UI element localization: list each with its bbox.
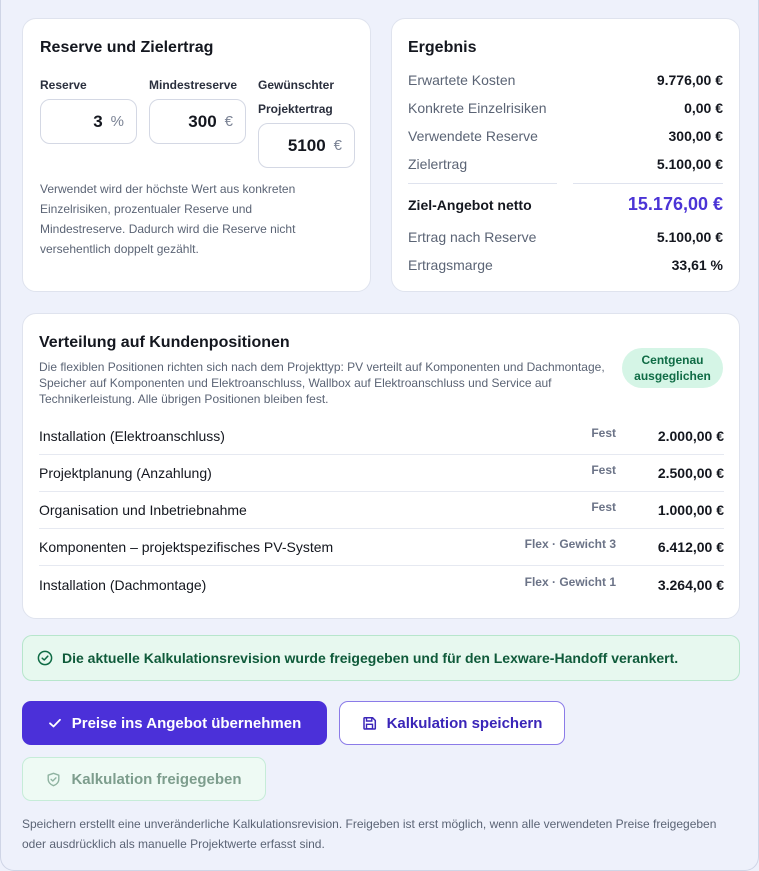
- save-icon: [362, 716, 387, 731]
- result-row-label: Konkrete Einzelrisiken: [408, 100, 547, 116]
- target-label-line1: Gewünschter: [258, 78, 335, 92]
- position-row: [39, 418, 724, 455]
- reserve-input[interactable]: [40, 99, 137, 144]
- min-reserve-value: 300: [188, 111, 217, 131]
- apply-prices-button[interactable]: [22, 701, 327, 745]
- result-row: [408, 72, 723, 88]
- result-row-value: 5.100,00 €: [656, 156, 723, 172]
- target-yield-value: 5100: [287, 135, 326, 155]
- reserve-value: 3: [93, 111, 103, 131]
- position-tag: Fest: [591, 463, 616, 477]
- net-offer-value: 15.176,00 €: [627, 194, 723, 214]
- reserve-card-title: Reserve und Zielertrag: [40, 39, 214, 56]
- result-row-label: Ertragsmarge: [408, 257, 493, 273]
- save-calculation-button[interactable]: [339, 701, 565, 745]
- shield-check-icon: [46, 772, 71, 787]
- distribution-description: Die flexiblen Positionen richten sich nach dem Projekttyp: PV verteilt auf Komponenten und Dachmontage, Speicher auf Komponenten und Elektroanschluss, Wallbox auf Elektroanschluss und Service auf Technikerleistung. Alle übrigen Positionen bleiben fest.: [39, 360, 605, 406]
- balanced-badge: Centgenau ausgeglichen: [622, 348, 723, 388]
- divider: [408, 183, 557, 184]
- min-reserve-input[interactable]: [149, 99, 246, 144]
- position-name: Installation (Dachmontage): [39, 576, 207, 593]
- min-reserve-unit: €: [224, 113, 233, 130]
- footer-note: Speichern erstellt eine unveränderliche Kalkulationsrevision. Freigeben ist erst möglich, wenn alle verwendeten Preise freigegeben oder ausdrücklich als manuelle Projektwerte erfasst sind.: [22, 817, 717, 851]
- result-card: [391, 18, 740, 292]
- net-offer-row: [408, 194, 723, 215]
- result-row: [408, 229, 723, 245]
- position-amount: 2.500,00 €: [657, 465, 724, 481]
- result-row-value: 9.776,00 €: [656, 72, 723, 88]
- distribution-card: [22, 313, 740, 619]
- position-tag: Flex · Gewicht 3: [524, 537, 616, 551]
- target-label-line2: Projektertrag: [258, 102, 333, 116]
- result-card-title: Ergebnis: [408, 39, 477, 56]
- position-name: Installation (Elektroanschluss): [39, 428, 225, 444]
- release-status-banner: [22, 635, 740, 681]
- min-reserve-label: Mindestreserve: [149, 78, 238, 92]
- position-row: [39, 529, 724, 566]
- reserve-label: Reserve: [40, 78, 87, 92]
- position-tag: Fest: [591, 500, 616, 514]
- position-row: [39, 492, 724, 529]
- position-amount: 1.000,00 €: [657, 502, 724, 518]
- result-row-label: Erwartete Kosten: [408, 72, 516, 88]
- target-yield-unit: €: [333, 137, 342, 154]
- result-row: [408, 257, 723, 273]
- result-row-value: 300,00 €: [668, 128, 723, 144]
- result-row-label: Zielertrag: [408, 156, 468, 172]
- check-icon: [48, 716, 72, 730]
- release-status-message: Die aktuelle Kalkulationsrevision wurde freigegeben und für den Lexware-Handoff verankert.: [62, 650, 679, 666]
- position-amount: 6.412,00 €: [657, 539, 724, 555]
- reserve-help-text: Verwendet wird der höchste Wert aus konkreten Einzelrisiken, prozentualer Reserve und Mindestreserve. Dadurch wird die Reserve nicht versehentlich doppelt gezählt.: [40, 182, 296, 256]
- position-amount: 3.264,00 €: [657, 576, 724, 593]
- position-row: [39, 455, 724, 492]
- position-tag: Fest: [591, 426, 616, 440]
- release-calculation-button[interactable]: [22, 757, 266, 801]
- check-circle-icon: [37, 650, 53, 666]
- result-row-value: 5.100,00 €: [656, 229, 723, 245]
- reserve-card: [22, 18, 371, 292]
- release-calculation-label: Kalkulation freigegeben: [71, 770, 242, 788]
- position-name: Projektplanung (Anzahlung): [39, 465, 212, 481]
- result-row-label: Ertrag nach Reserve: [408, 229, 537, 245]
- net-offer-label: Ziel-Angebot netto: [408, 196, 532, 213]
- result-row: [408, 128, 723, 144]
- apply-prices-label: Preise ins Angebot übernehmen: [71, 714, 302, 732]
- result-row-value: 0,00 €: [684, 100, 723, 116]
- divider: [573, 183, 723, 184]
- target-yield-input[interactable]: [258, 123, 355, 168]
- position-name: Organisation und Inbetriebnahme: [39, 502, 247, 518]
- position-amount: 2.000,00 €: [657, 428, 724, 444]
- result-row: [408, 156, 723, 172]
- distribution-title: Verteilung auf Kundenpositionen: [39, 334, 290, 351]
- save-calculation-label: Kalkulation speichern: [386, 714, 543, 732]
- position-row: [39, 566, 724, 603]
- result-row-value: 33,61 %: [671, 257, 723, 273]
- reserve-unit: %: [110, 113, 124, 130]
- position-name: Komponenten – projektspezifisches PV-System: [39, 539, 334, 555]
- position-tag: Flex · Gewicht 1: [524, 574, 616, 589]
- result-row-label: Verwendete Reserve: [408, 128, 538, 144]
- result-row: [408, 100, 723, 116]
